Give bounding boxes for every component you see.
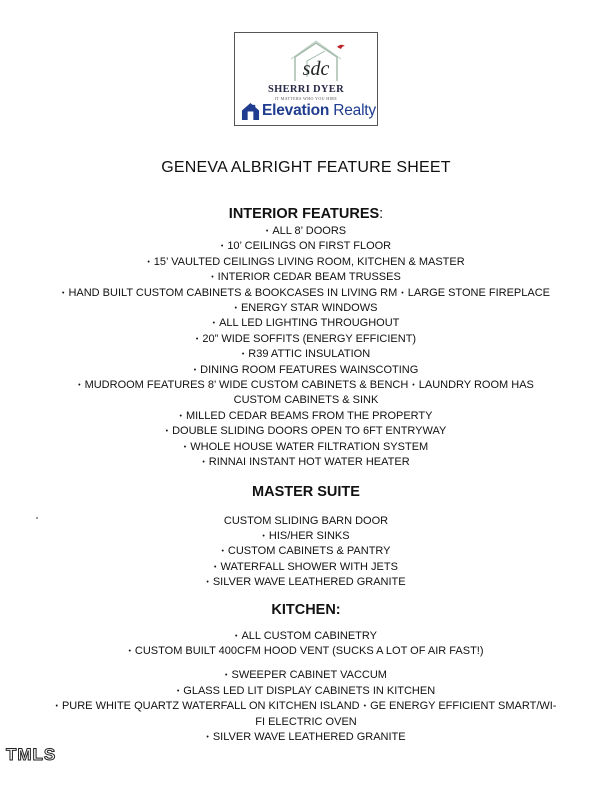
list-item: • WHOLE HOUSE WATER FILTRATION SYSTEM <box>183 440 429 453</box>
bullet: • <box>211 274 214 282</box>
list-item: • CUSTOM BUILT 400CFM HOOD VENT (SUCKS A LOT OF AIR FAST!) <box>128 644 484 657</box>
kitchen-heading: KITCHEN: <box>271 601 341 618</box>
bullet: • <box>241 351 245 359</box>
list-item: • 10’ CEILINGS ON FIRST FLOOR <box>220 240 392 253</box>
mls-watermark: TMLS <box>6 745 57 764</box>
list-item: • ALL LED LIGHTING THROUGHOUT <box>212 317 400 330</box>
bullet: • <box>206 579 209 587</box>
bullet: • <box>401 289 404 297</box>
bullet: • <box>195 335 199 343</box>
bullet: • <box>55 703 58 711</box>
bird-icon <box>337 45 345 49</box>
list-item: • WATERFALL SHOWER WITH JETS <box>214 560 398 573</box>
bullet: • <box>78 382 81 390</box>
list-item: • SILVER WAVE LEATHERED GRANITE <box>206 730 406 743</box>
bullet: • <box>214 563 217 571</box>
list-item: CUSTOM SLIDING BARN DOOR <box>223 514 389 527</box>
bullet: • <box>202 459 205 467</box>
bullet: • <box>206 733 209 741</box>
interior-heading: INTERIOR FEATURES: <box>228 206 384 222</box>
master-suite-heading: MASTER SUITE <box>252 483 360 500</box>
bullet: • <box>62 289 65 297</box>
logo-initials: sdc <box>302 58 330 80</box>
bullet: • <box>235 632 238 640</box>
list-item: • RINNAI INSTANT HOT WATER HEATER <box>202 456 410 469</box>
bullet: • <box>262 532 265 540</box>
logo-name: SHERRI DYER <box>268 84 344 95</box>
list-item: • ENERGY STAR WINDOWS <box>234 302 378 315</box>
list-item: • INTERIOR CEDAR BEAM TRUSSES <box>211 271 401 284</box>
list-item: • PURE WHITE QUARTZ WATERFALL ON KITCHEN ISLAND • GE ENERGY EFFICIENT SMART/WI- <box>55 700 557 713</box>
list-item: • DOUBLE SLIDING DOORS OPEN TO 6FT ENTRYWAY <box>165 425 447 438</box>
list-item: • HAND BUILT CUSTOM CABINETS & BOOKCASES IN LIVING RM • LARGE STONE FIREPLACE <box>62 286 550 299</box>
bullet: • <box>147 258 150 266</box>
list-item: • SWEEPER CABINET VACCUM <box>225 669 387 682</box>
list-item: • ALL CUSTOM CABINETRY <box>235 629 377 642</box>
bullet: • <box>221 548 224 556</box>
brand-logo <box>241 101 375 121</box>
logo-tagline: IT MATTERS WHO YOU HIRE <box>274 96 338 101</box>
bullet: • <box>265 228 269 235</box>
bullet: • <box>225 672 228 680</box>
bullet: • <box>179 412 182 420</box>
list-item: • DINING ROOM FEATURES WAINSCOTING <box>193 363 419 376</box>
brand-name: Elevation Realty <box>262 102 376 119</box>
list-item: • 15’ VAULTED CEILINGS LIVING ROOM, KITCHEN & MASTER <box>147 255 465 268</box>
bullet: • <box>212 320 216 328</box>
list-item: • HIS/HER SINKS <box>262 529 350 542</box>
list-item: FI ELECTRIC OVEN <box>255 715 357 728</box>
list-item: • MUDROOM FEATURES 8’ WIDE CUSTOM CABINETS & BENCH • LAUNDRY ROOM HAS <box>78 379 534 392</box>
bullet: • <box>234 305 237 313</box>
bullet: • <box>176 687 180 695</box>
bullet: • <box>220 243 224 251</box>
bullet: • <box>412 382 415 390</box>
bullet: • <box>183 443 187 451</box>
list-item: • 20” WIDE SOFFITS (ENERGY EFFICIENT) <box>195 332 417 345</box>
bullet: • <box>363 703 367 711</box>
bullet: • <box>193 366 197 374</box>
list-item: • R39 ATTIC INSULATION <box>241 348 371 361</box>
stray-mark <box>36 517 38 519</box>
feature-list <box>30 205 582 745</box>
bullet: • <box>128 647 131 655</box>
house-icon <box>241 102 260 121</box>
agent-logo <box>234 32 378 126</box>
list-item: CUSTOM CABINETS & SINK <box>233 394 379 407</box>
page-title: GENEVA ALBRIGHT FEATURE SHEET <box>161 159 451 176</box>
list-item: • SILVER WAVE LEATHERED GRANITE <box>206 576 406 589</box>
list-item: • MILLED CEDAR BEAMS FROM THE PROPERTY <box>179 409 433 422</box>
list-item: • ALL 8’ DOORS <box>265 225 347 237</box>
list-item: • CUSTOM CABINETS & PANTRY <box>221 545 391 558</box>
house-outline-icon <box>283 37 353 85</box>
bullet: • <box>165 428 169 436</box>
list-item: • GLASS LED LIT DISPLAY CABINETS IN KITCHEN <box>176 684 436 697</box>
